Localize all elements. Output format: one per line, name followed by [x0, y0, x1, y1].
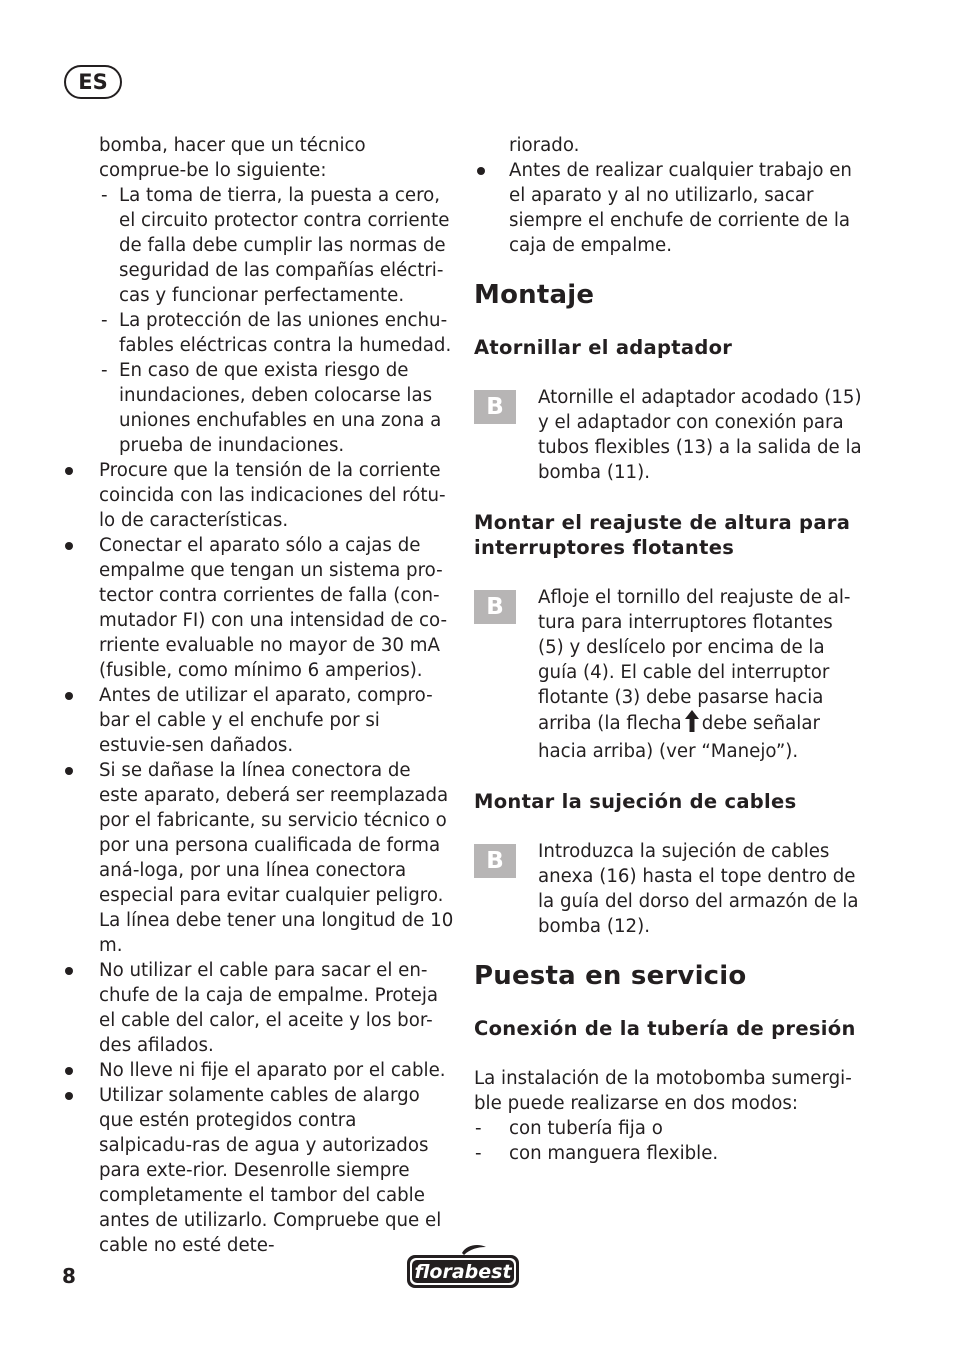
page-number: 8	[62, 1264, 76, 1288]
dash-item: - La protección de las uniones enchu-fables eléctricas contra la humedad.	[99, 308, 454, 358]
bullet-icon	[65, 467, 73, 475]
dash-item: - La toma de tierra, la puesta a cero, el circuito protector contra corriente de falla debe cumplir las normas de seguridad de las compañías eléctri-cas y funcionar perfectamente.	[99, 183, 454, 308]
servicio-dash-list	[474, 1116, 864, 1166]
step-text: Atornille el adaptador acodado (15) y el adaptador con conexión para tubos flexibles (13) a la salida de la bomba (11).	[538, 387, 862, 483]
arrow-up-icon	[685, 710, 699, 739]
bullet-item	[62, 758, 454, 958]
intro-dash-list	[62, 183, 454, 458]
bullet-text: Si se dañase la línea conectora de este aparato, deberá ser reemplazada por el fabricante, su servicio técnico o por una persona cualificada de forma aná-loga, por una línea conectora especial para evitar cualquier peligro. La línea debe tener una longitud de 10 m.	[99, 760, 454, 956]
bullet-text: No lleve ni fije el aparato por el cable.	[99, 1060, 446, 1081]
bullet-icon	[65, 967, 73, 975]
bullet-text: Procure que la tensión de la corriente coincida con las indicaciones del rótu-lo de características.	[99, 460, 446, 531]
bullet-item	[62, 683, 454, 758]
step-sujecion	[474, 839, 864, 939]
step-reajuste	[474, 585, 864, 764]
step-text: Afloje el tornillo del reajuste de al-tura para interruptores flotantes (5) y deslícelo por encima de la guía (4). El cable del interruptor flotante (3) debe pasarse hacia arriba (la flecha	[538, 587, 851, 734]
subheading-conexion: Conexión de la tubería de presión	[474, 1017, 856, 1040]
continuation-text: riorado.	[509, 135, 580, 156]
safety-bullet-list	[62, 458, 454, 1258]
bullet-icon	[65, 692, 73, 700]
figure-b-icon: B	[474, 844, 516, 878]
bullet-icon	[65, 1067, 73, 1075]
bullet-icon	[65, 1092, 73, 1100]
bullet-text: Antes de utilizar el aparato, compro-bar el cable y el enchufe por si estuvie-sen dañados.	[99, 685, 433, 756]
left-column	[62, 133, 454, 1258]
dash-item: - con tubería fija o	[474, 1116, 864, 1141]
bullet-item	[62, 1083, 454, 1258]
bullet-item	[474, 158, 864, 258]
dash-item: - En caso de que exista riesgo de inundaciones, deben colocarse las uniones enchufables en una zona a prueba de inundaciones.	[99, 358, 454, 458]
intro-paragraph: bomba, hacer que un técnico comprue-be lo siguiente:	[99, 135, 366, 181]
bullet-icon	[65, 767, 73, 775]
bullet-item	[62, 458, 454, 533]
section-title-servicio: Puesta en servicio	[474, 961, 747, 991]
bullet-icon	[65, 542, 73, 550]
bullet-item	[62, 1058, 454, 1083]
figure-b-icon: B	[474, 390, 516, 424]
step-adaptador	[474, 385, 864, 485]
bullet-text: No utilizar el cable para sacar el en-chufe de la caja de empalme. Proteja el cable del calor, el aceite y los bor-des afilados.	[99, 960, 439, 1056]
language-badge: ES	[64, 65, 122, 99]
bullet-item	[62, 958, 454, 1058]
subheading-sujecion: Montar la sujeción de cables	[474, 790, 797, 813]
figure-b-icon: B	[474, 590, 516, 624]
step-text: debe señalar hacia arriba) (ver “Manejo”).	[538, 713, 820, 762]
bullet-icon	[477, 167, 485, 175]
dash-item: - con manguera flexible.	[474, 1141, 864, 1166]
section-title-montaje: Montaje	[474, 280, 595, 310]
bullet-text: Utilizar solamente cables de alargo que estén protegidos contra salpicadu-ras de agua y autorizados para exte-rior. Desenrolle siempre completamente el tambor del cable antes de utilizarlo. Compruebe que el cable no esté dete-	[99, 1085, 442, 1256]
servicio-paragraph: La instalación de la motobomba sumergi-ble puede realizarse en dos modos:	[474, 1068, 852, 1114]
right-column	[474, 133, 864, 1166]
subheading-adaptador: Atornillar el adaptador	[474, 336, 733, 359]
right-bullet-list	[474, 158, 864, 258]
florabest-logo	[404, 1243, 522, 1291]
subheading-reajuste: Montar el reajuste de altura para interruptores flotantes	[474, 511, 851, 559]
bullet-text: Conectar el aparato sólo a cajas de empalme que tengan un sistema pro-tector contra corrientes de falla (con-mutador FI) con una intensidad de co-rriente evaluable no mayor de 30 mA (fusible, como mínimo 6 amperios).	[99, 535, 448, 681]
bullet-text: Antes de realizar cualquier trabajo en el aparato y al no utilizarlo, sacar siempre el enchufe de corriente de la caja de empalme.	[509, 160, 852, 256]
step-text: Introduzca la sujeción de cables anexa (16) hasta el tope dentro de la guía del dorso del armazón de la bomba (12).	[538, 841, 859, 937]
brand-text: florabest	[414, 1261, 512, 1283]
bullet-item	[62, 533, 454, 683]
